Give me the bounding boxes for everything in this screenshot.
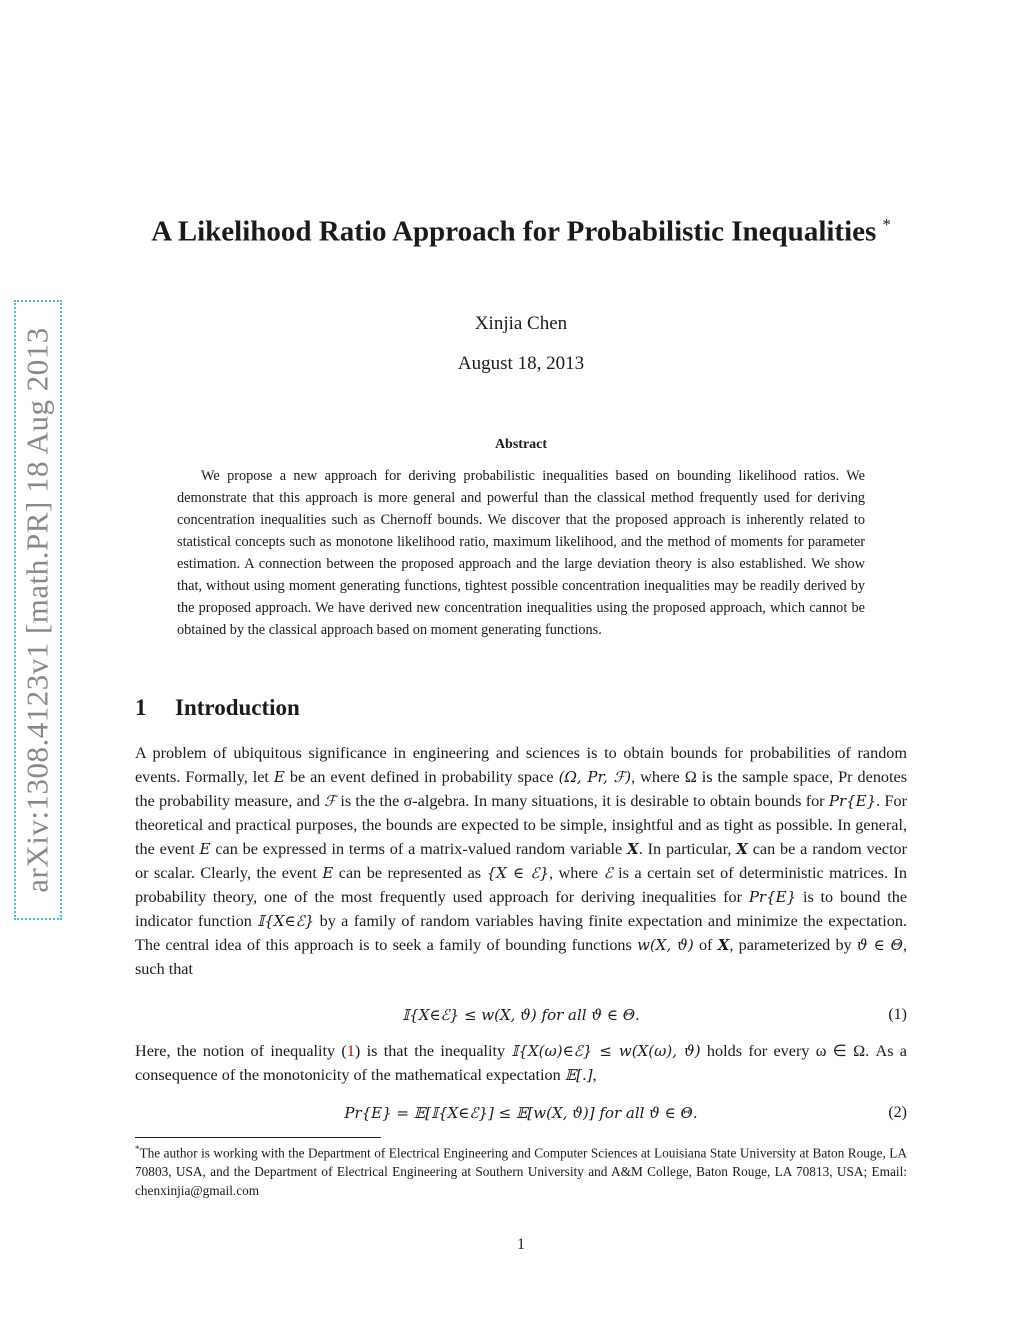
paper-date: August 18, 2013 [457,353,585,374]
section-heading [135,695,300,721]
text-run: can be represented as [333,864,487,882]
title-footnote-mark: * [882,215,891,234]
intro-paragraph-1 [135,741,907,981]
math-inline: w(X, ϑ) [637,936,694,954]
equation-reference-link[interactable]: 1 [346,1042,355,1060]
equation-1-expression: 𝕀{X∈ℰ} ≤ w(X, ϑ) for all ϑ ∈ Θ. [402,1006,640,1024]
math-inline: X [717,936,730,954]
math-inline: {X ∈ ℰ} [486,864,549,882]
text-run: is a certain set of deterministic matrices. In probability theory, one of the most frequently used approach for deriving inequalities for [135,864,908,906]
equation-2 [135,1104,907,1130]
math-inline: E [199,840,211,858]
section-number: 1 [135,695,147,720]
math-inline: X [736,840,748,858]
math-inline: ϑ ∈ Θ [856,936,903,954]
author-name: Xinjia Chen [474,313,568,334]
math-inline: E [273,768,285,786]
math-inline: X [627,840,639,858]
text-run: holds for every ω ∈ Ω. As a consequence of the monotonicity of the mathematical expectation [135,1042,907,1084]
math-inline: (Ω, Pr, ℱ) [558,768,632,786]
abstract-heading: Abstract [494,437,548,452]
math-inline: Pr{E} [828,792,877,810]
text-run: by a family of random variables having finite expectation and minimize the expectation. The central idea of this approach is to seek a family of bounding functions [135,912,907,954]
text-run: is the the σ-algebra. In many situations, it is desirable to obtain bounds for [336,792,829,810]
text-run: , such that [135,936,907,978]
footnote-text: The author is working with the Department of Electrical Engineering and Computer Sciences at Louisiana State University at Baton Rouge, LA 70803, USA, and the Department of Electrical Engineering at Southern University and A&M College, Baton Rouge, LA 70813, USA; Email: chenxinjia@gmail.com [135,1145,907,1199]
text-run: , parameterized by [729,936,857,954]
intro-paragraph-2 [135,1039,907,1087]
title-text: A Likelihood Ratio Approach for Probabilistic Inequalities [151,215,877,248]
text-run: Here, the notion of inequality ( [135,1042,347,1060]
text-run: is to bound the indicator function [135,888,908,930]
abstract-body: We propose a new approach for deriving probabilistic inequalities based on bounding likelihood ratios. We demonstrate that this approach is more general and powerful than the classical method frequently used for deriving concentration inequalities such as Chernoff bounds. We discover that the proposed approach is inherently related to statistical concepts such as monotone likelihood ratio, maximum likelihood, and the method of moments for parameter estimation. A connection between the proposed approach and the large deviation theory is also established. We show that, without using moment generating functions, tightest possible concentration inequalities may be readily derived by the proposed approach. We have derived new concentration inequalities using the proposed approach, which cannot be obtained by the classical approach based on moment generating functions. [177,468,865,638]
equation-1-number: (1) [888,1006,907,1023]
text-run: . For theoretical and practical purposes, the bounds are expected to be simple, insightful and as tight as possible. In general, the event [135,792,907,858]
author-footnote [135,1140,907,1200]
math-inline: 𝕀{X(ω)∈ℰ} ≤ w(X(ω), ϑ) [511,1042,701,1060]
math-inline: ℱ [324,792,337,810]
text-run: can be expressed in terms of a matrix-valued random variable [210,840,628,858]
footnote-mark: * [135,1144,140,1154]
paper-title [135,203,907,254]
text-run: , where [549,864,604,882]
text-run: , [592,1066,597,1084]
text-run: of [693,936,718,954]
math-inline: 𝔼[.] [564,1066,593,1084]
math-inline: ℰ [603,864,613,882]
math-inline: 𝕀{X∈ℰ} [257,912,315,930]
section-title: Introduction [175,695,300,720]
text-run: , where Ω is the sample space, Pr denotes the probability measure, and [135,768,907,810]
text-run: ) is that the inequality [354,1042,512,1060]
math-inline: E [322,864,334,882]
text-run: A problem of ubiquitous significance in engineering and sciences is to obtain bounds for probabilities of random events. Formally, let [135,744,907,786]
equation-2-number: (2) [888,1104,907,1121]
text-run: can be a random vector or scalar. Clearly, the event [135,840,907,882]
arxiv-identifier-text: arXiv:1308.4123v1 [math.PR] 18 Aug 2013 [20,327,56,893]
text-run: be an event defined in probability space [284,768,559,786]
arxiv-side-identifier[interactable] [14,300,62,920]
page-number: 1 [517,1236,525,1253]
equation-2-expression: Pr{E} = 𝔼[𝕀{X∈ℰ}] ≤ 𝔼[w(X, ϑ)] for all ϑ ∈ Θ. [344,1104,698,1122]
footnote-divider [135,1137,381,1138]
equation-1 [135,1006,907,1032]
math-inline: Pr{E} [748,888,797,906]
text-run: . In particular, [638,840,737,858]
